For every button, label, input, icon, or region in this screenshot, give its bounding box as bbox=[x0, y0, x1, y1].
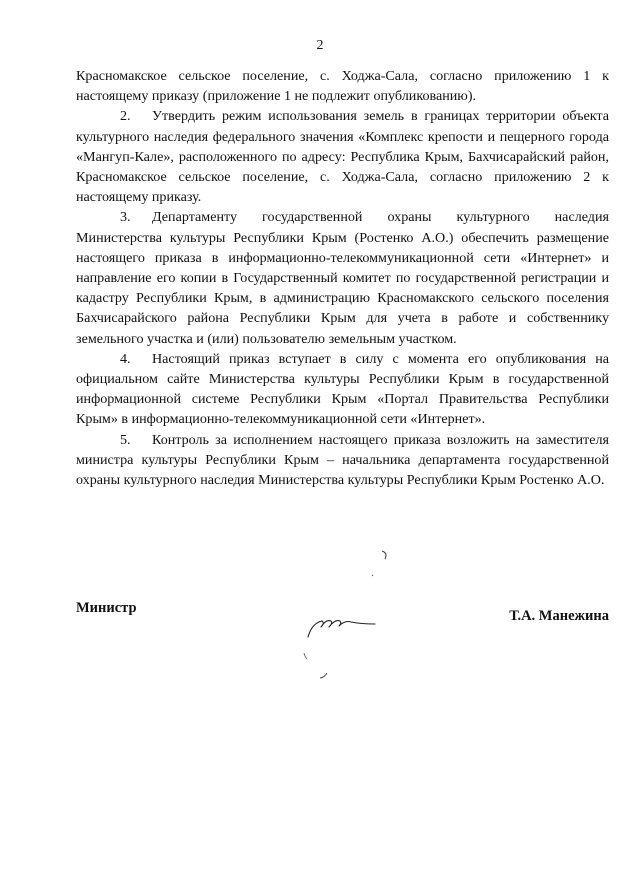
paragraph-continuation bbox=[76, 66, 609, 106]
page-number: 2 bbox=[316, 38, 324, 53]
paragraph-text: Красномакское сельское поселение, с. Ходжа-Сала, согласно приложению 1 к настоящему приказу (приложение 1 не подлежит опубликованию). bbox=[76, 68, 609, 105]
paragraph-text: Утвердить режим использования земель в границах территории объекта культурного наследия федерального значения «Комплекс крепости и пещерного города «Мангуп-Кале», расположенного по адресу: Республика Крым, Бахчисарайский район, Красномакское сельское поселение, с. Ходжа-Сала, согласно приложению 2 к настоящему приказу. bbox=[76, 108, 609, 206]
paragraph-number: 2. bbox=[120, 108, 131, 125]
paragraph-item-5 bbox=[76, 430, 609, 491]
signatory-name: Т.А. Манежина bbox=[509, 608, 609, 624]
paragraph-item-2 bbox=[76, 106, 609, 207]
paragraph-item-4 bbox=[76, 349, 609, 430]
paragraph-text: Настоящий приказ вступает в силу с момента его опубликования на официальном сайте Министерства культуры Республики Крым в государственной информационной системе Республики Крым «Портал Правительства Республики Крым» в информационно-телекоммуникационной сети «Интернет». bbox=[76, 350, 609, 428]
paragraph-text: Контроль за исполнением настоящего приказа возложить на заместителя министра культуры Республики Крым – начальника департамента государственной охраны культурного наследия Министерства культуры Республики Крым Ростенко А.О. bbox=[76, 431, 609, 489]
paragraph-text: Департаменту государственной охраны культурного наследия Министерства культуры Республики Крым (Ростенко А.О.) обеспечить размещение настоящего приказа в информационно-телекоммуникационной сети «Интернет» и направление его копии в Государственный комитет по государственной регистрации и кадастру Республики Крым, в администрацию Красномакского сельского поселения Бахчисарайского района Республики Крым для учета в работе и собственнику земельного участка и (или) пользователю земельным участком. bbox=[76, 209, 609, 347]
paragraph-number: 4. bbox=[120, 350, 131, 367]
paragraph-number: 5. bbox=[120, 431, 131, 448]
paragraph-number: 3. bbox=[120, 209, 131, 226]
signatory-title: Министр bbox=[76, 600, 137, 616]
document-body bbox=[76, 66, 609, 490]
handwritten-signature-icon bbox=[300, 545, 410, 690]
paragraph-item-3 bbox=[76, 207, 609, 348]
